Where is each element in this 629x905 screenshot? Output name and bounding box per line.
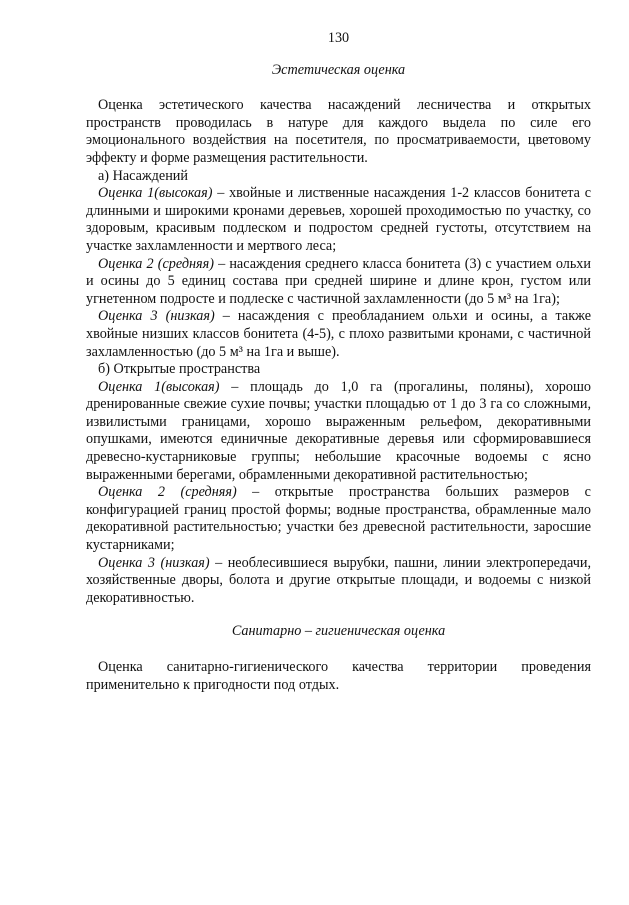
b-item-2: [86, 484, 591, 554]
a-item-3-lead: Оценка 3 (низкая): [98, 308, 215, 325]
sanitary-paragraph: Оценка санитарно-гигиенического качества территории проведения применительно к пригодности под отдых.: [86, 659, 591, 693]
b-item-3-lead: Оценка 3 (низкая): [98, 554, 210, 571]
subsection-a-label: а) Насаждений: [98, 167, 188, 184]
b-item-3-text: – необлесившиеся вырубки, пашни, линии электропередачи, хозяйственные дворы, болота и другие открытые площади, и водоемы с низкой декоративностью.: [86, 554, 591, 606]
a-item-2-lead: Оценка 2 (средняя): [98, 255, 214, 272]
document-page: [86, 30, 591, 694]
a-item-3: [86, 308, 591, 361]
b-item-1-lead: Оценка 1(высокая): [98, 378, 220, 395]
b-item-3: [86, 555, 591, 608]
b-item-2-text: – открытые пространства больших размеров с конфигурацией границ простой формы; водные пространства, обрамленные мало декоративной растительностью; участки без древесной растительности, заросшие кустарниками;: [86, 484, 591, 554]
a-item-3-text: – насаждения с преобладанием ольхи и осины, а также хвойные низших классов бонитета (4-5), с плохо развитыми кронами, с частичной захламленностью (до 5 м³ на 1га и выше).: [86, 308, 591, 360]
a-item-1-text: – хвойные и лиственные насаждения 1-2 классов бонитета с длинными и широкими кронами деревьев, хорошей проходимостью по участку, со здоровым, красивым подлеском и подростом средней густоты, отсутствием на участке захламленности и мертвого леса;: [86, 185, 591, 254]
section-heading-sanitary: Санитарно – гигиеническая оценка: [231, 623, 446, 640]
section-spacer: [86, 607, 591, 623]
a-item-1-lead: Оценка 1(высокая): [98, 185, 213, 202]
a-item-2-text: – насаждения среднего класса бонитета (3) с участием ольхи и осины до 5 единиц состава при средней ширине и длине крон, густом или угнетенном подросте и подлеске с частичной захламленности (до 5 м³ на 1га);: [86, 255, 591, 307]
section-heading-aesthetic: Эстетическая оценка: [271, 61, 406, 78]
a-item-1: [86, 185, 591, 255]
page-number: 130: [327, 30, 350, 46]
intro-paragraph: Оценка эстетического качества насаждений лесничества и открытых пространств проводилась в натуре для каждого выдела по силе его эмоционального воздействия на посетителя, по просматриваемости, цветовому эффекту и форме размещения растительности.: [86, 97, 591, 166]
a-item-2: [86, 256, 591, 309]
b-item-1-text: – площадь до 1,0 га (прогалины, поляны), хорошо дренированные свежие сухие почвы; участки площадью от 1 до 3 га со сложными, извилистыми границами, хорошо выраженным рельефом, декоративными опушками, имеются единичные декоративные деревья или сформировавшиеся древесно-кустарниковые группы; небольшие красочные водоемы с ясно выраженными берегами, обрамленными декоративной растительностью;: [86, 378, 591, 483]
subsection-b-label: б) Открытые пространства: [98, 361, 261, 378]
b-item-1: [86, 379, 591, 485]
b-item-2-lead: Оценка 2 (средняя): [98, 484, 237, 501]
